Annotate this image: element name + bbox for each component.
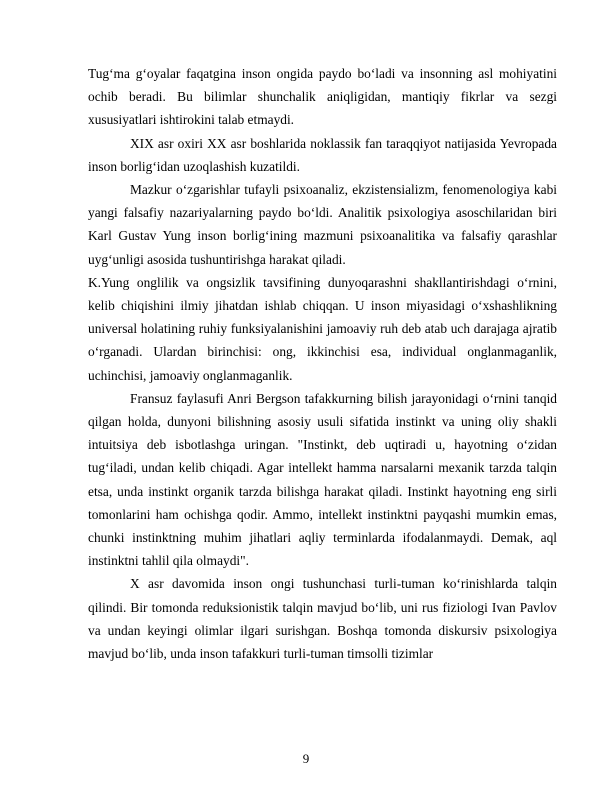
paragraph-jung: K.Yung onglilik va ongsizlik tavsifining dunyoqarashni shakllantirishdagi o‘rnini, kelib chiqishini ilmiy jihatdan ishlab chiqqan. U inson miyasidagi o‘xshashlikning universal holatining ruhiy funksiyalanishini jamoaviy ruh deb atab uch darajaga ajratib o‘rganadi. Ulardan birinchisi: ong, ikkinchisi esa, individual onglanmaganlik, uchinchisi, jamoaviy onglanmaganlik. bbox=[88, 274, 557, 383]
paragraph-bergson: Fransuz faylasufi Anri Bergson tafakkurning bilish jarayonidagi o‘rnini tanqid qilgan holda, dunyoni bilishning asosiy usuli sifatida instinkt va uning oliy shakli intuitsiya deb isbotlashga uringan. "Instinkt, deb uqtiradi u, hayotning o‘zidan tug‘iladi, undan kelib chiqadi. Agar intellekt hamma narsalarni mexanik tarzda talqin etsa, unda instinkt organik tarzda bilishga harakat qiladi. Instinkt hayotning eng sirli tomonlarini ham ochishga qodir. Ammo, intellekt instinktni payqashi mumkin emas, chunki instinktning muhim jihatlari aqliy terminlarda ifodalanmaydi. Demak, aql instinktni tahlil qila olmaydi". bbox=[88, 390, 557, 569]
paragraph-consciousness-interpretations: X asr davomida inson ongi tushunchasi turli-tuman ko‘rinishlarda talqin qilindi. Bir tomonda reduksionistik talqin mavjud bo‘lib, uni rus fiziologi Ivan Pavlov va undan keyingi olimlar ilgari surishgan. Boshqa tomonda diskursiv psixologiya mavjud bo‘lib, unda inson tafakkuri turli-tuman timsolli tizimlar bbox=[88, 576, 557, 662]
paragraph-new-theories: Mazkur o‘zgarishlar tufayli psixoanaliz, ekzistensializm, fenomenologiya kabi yangi falsafiy nazariyalarning paydo bo‘ldi. Analitik psixologiya asoschilaridan biri Karl Gustav Yung inson borlig‘ining mazmuni psixoanalitika va falsafiy qarashlar uyg‘unligi asosida tushuntirishga harakat qiladi. bbox=[88, 182, 557, 267]
paragraph-nonclassical-science: XIX asr oxiri XX asr boshlarida noklassik fan taraqqiyot natijasida Yevropada inson borlig‘idan uzoqlashish kuzatildi. bbox=[88, 135, 557, 174]
page-number: 9 bbox=[302, 751, 310, 766]
text-body bbox=[88, 62, 557, 665]
paragraph-innate-ideas: Tug‘ma g‘oyalar faqatgina inson ongida paydo bo‘ladi va insonning asl mohiyatini ochib beradi. Bu bilimlar shunchalik aniqligidan, mantiqiy fikrlar va sezgi xususiyatlari ishtirokini talab etmaydi. bbox=[88, 66, 557, 128]
